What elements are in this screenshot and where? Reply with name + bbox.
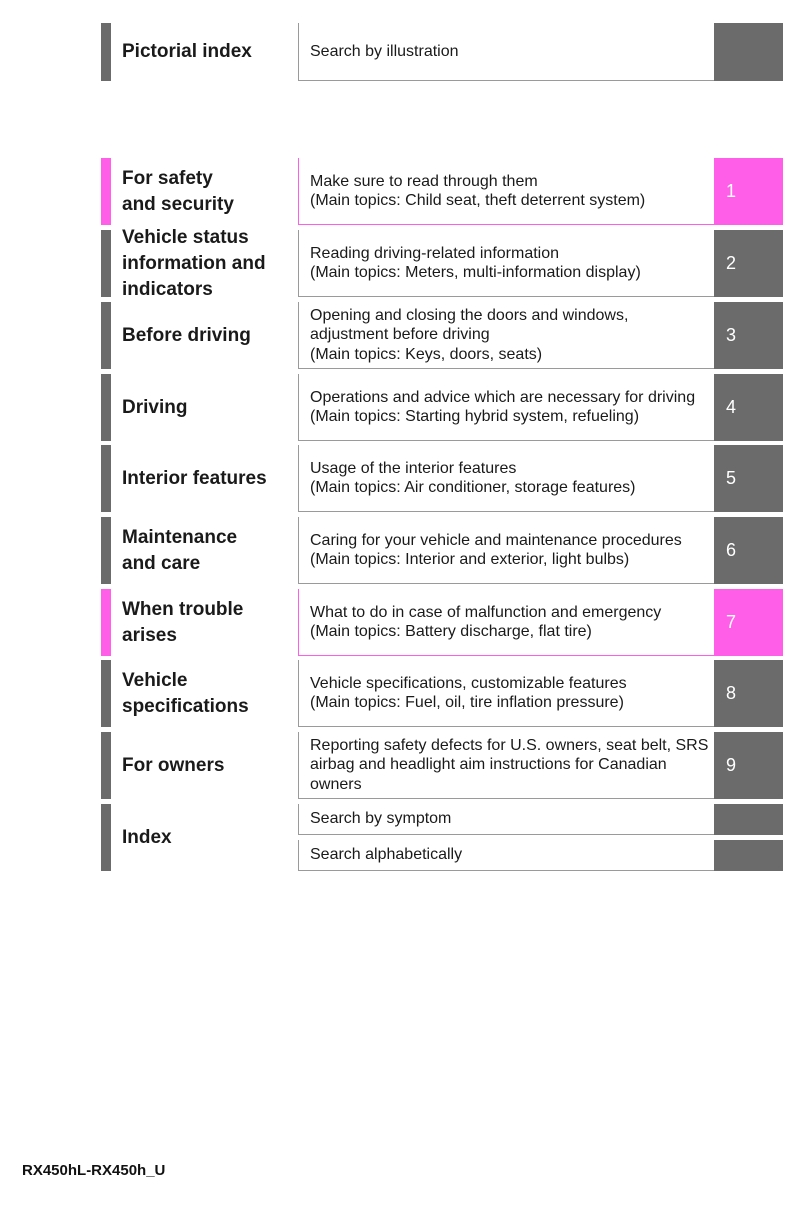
chapter-number-tab[interactable]: 7 (714, 589, 783, 656)
chapter-title: Vehicle specifications (122, 669, 249, 717)
chapter-bar (101, 374, 111, 441)
chapter-title: Driving (122, 396, 188, 418)
chapter-bar (101, 517, 111, 584)
pictorial-index-tab[interactable] (714, 23, 783, 81)
chapter-description: Operations and advice which are necessary for driving (Main topics: Starting hybrid system, refueling) (298, 374, 714, 441)
pictorial-index-title: Pictorial index (122, 41, 252, 62)
chapter-bar (101, 230, 111, 297)
chapter-title: For safety and security (122, 167, 234, 215)
chapter-number-tab[interactable]: 1 (714, 158, 783, 225)
chapter-title: Maintenance and care (122, 526, 238, 574)
chapter-title: When trouble arises (122, 598, 244, 646)
chapter-title: Before driving (122, 324, 251, 346)
chapter-description: Reading driving-related information (Main topics: Meters, multi-information display) (298, 230, 714, 297)
chapter-number-tab[interactable]: 6 (714, 517, 783, 584)
chapter-row-8[interactable] (101, 660, 783, 727)
chapter-number-tab[interactable]: 8 (714, 660, 783, 727)
chapter-bar (101, 589, 111, 656)
model-code-footer: RX450hL-RX450h_U (22, 1162, 166, 1179)
chapter-title: For owners (122, 754, 225, 776)
chapter-description: Usage of the interior features (Main topics: Air conditioner, storage features) (298, 445, 714, 512)
pictorial-index-row[interactable] (101, 23, 783, 81)
chapter-number-tab[interactable]: 5 (714, 445, 783, 512)
pictorial-index-bar (101, 23, 111, 81)
chapter-row-3[interactable] (101, 302, 783, 369)
chapter-bar (101, 158, 111, 225)
chapter-row-2[interactable] (101, 226, 783, 300)
index-search-by-symptom-tab[interactable] (714, 804, 783, 835)
chapter-description: Opening and closing the doors and windows, adjustment before driving (Main topics: Keys, doors, seats) (298, 302, 714, 369)
index-bar (101, 804, 111, 871)
chapter-row-7[interactable] (101, 589, 783, 656)
chapter-row-9[interactable] (101, 732, 783, 799)
index-title: Index (122, 826, 172, 848)
chapter-row-4[interactable] (101, 374, 783, 441)
chapter-bar (101, 732, 111, 799)
chapter-description: Caring for your vehicle and maintenance procedures (Main topics: Interior and exterior, light bulbs) (298, 517, 714, 584)
index-search-by-symptom[interactable] (298, 804, 783, 835)
chapter-number-tab[interactable]: 4 (714, 374, 783, 441)
chapter-description: Vehicle specifications, customizable features (Main topics: Fuel, oil, tire inflation pressure) (298, 660, 714, 727)
chapter-bar (101, 302, 111, 369)
chapter-bar (101, 660, 111, 727)
chapter-row-1[interactable] (101, 158, 783, 225)
index-search-alphabetically[interactable] (298, 840, 783, 871)
index-search-alphabetically-label: Search alphabetically (298, 840, 714, 871)
chapter-number-tab[interactable]: 9 (714, 732, 783, 799)
chapter-title: Interior features (122, 467, 267, 489)
chapter-bar (101, 445, 111, 512)
chapter-description: What to do in case of malfunction and emergency (Main topics: Battery discharge, flat tire) (298, 589, 714, 656)
chapter-description: Make sure to read through them (Main topics: Child seat, theft deterrent system) (298, 158, 714, 225)
index-search-by-symptom-label: Search by symptom (298, 804, 714, 835)
chapter-row-6[interactable] (101, 517, 783, 584)
chapter-description: Reporting safety defects for U.S. owners, seat belt, SRS airbag and headlight aim instructions for Canadian owners (298, 732, 714, 799)
index-search-alphabetically-tab[interactable] (714, 840, 783, 871)
pictorial-index-description: Search by illustration (298, 23, 714, 81)
index-row (101, 804, 783, 871)
chapter-title: Vehicle status information and indicators (122, 226, 266, 300)
chapter-number-tab[interactable]: 2 (714, 230, 783, 297)
chapter-row-5[interactable] (101, 445, 783, 512)
chapter-number-tab[interactable]: 3 (714, 302, 783, 369)
